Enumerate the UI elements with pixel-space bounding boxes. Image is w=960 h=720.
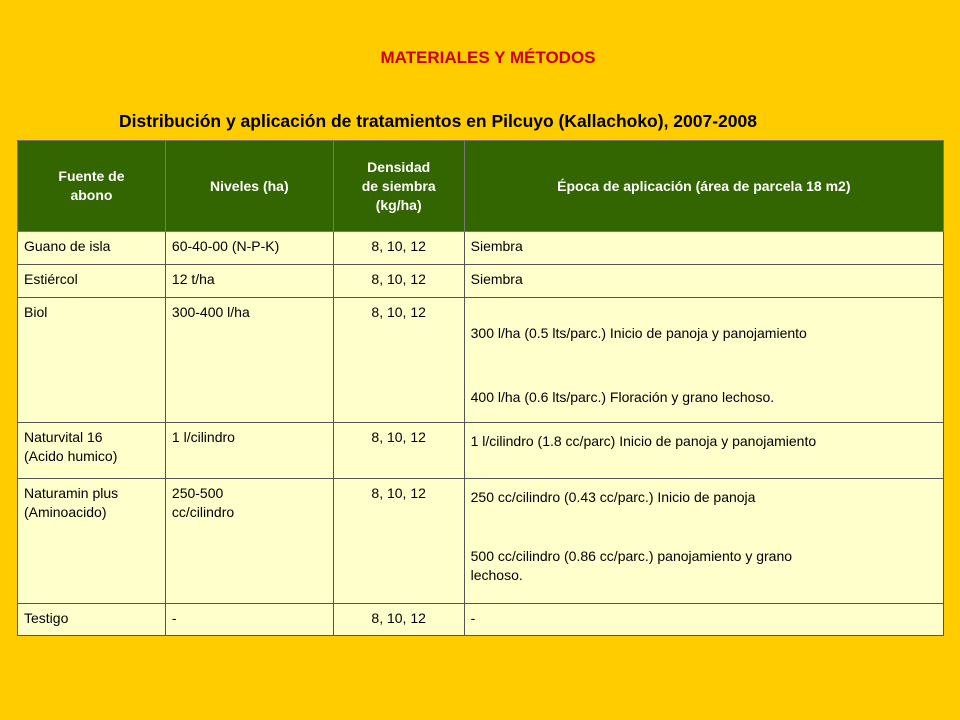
epoca-line: 400 l/ha (0.6 lts/parc.) Floración y grano lechoso. xyxy=(470,389,775,405)
cell-niveles: 60-40-00 (N-P-K) xyxy=(165,232,333,265)
cell-niveles: 12 t/ha xyxy=(165,265,333,298)
cell-densidad: 8, 10, 12 xyxy=(333,423,464,479)
epoca-line: 250 cc/cilindro (0.43 cc/parc.) Inicio de panoja xyxy=(470,489,756,505)
cell-niveles: 1 l/cilindro xyxy=(165,423,333,479)
cell-epoca: Siembra xyxy=(464,232,943,265)
table-row xyxy=(18,232,944,265)
cell-epoca: 1 l/cilindro (1.8 cc/parc) Inicio de panoja y panojamiento xyxy=(464,423,943,479)
table-row xyxy=(18,479,944,604)
epoca-line: 300 l/ha (0.5 lts/parc.) Inicio de panoja y panojamiento xyxy=(470,325,807,341)
table-row xyxy=(18,265,944,298)
cell-fuente: Testigo xyxy=(18,604,166,636)
epoca-line: lechoso. xyxy=(470,567,523,583)
header-epoca: Época de aplicación (área de parcela 18 m2) xyxy=(464,141,943,232)
cell-densidad: 8, 10, 12 xyxy=(333,232,464,265)
cell-fuente: Naturvital 16 (Acido humico) xyxy=(18,423,166,479)
table-header-row xyxy=(18,141,944,232)
cell-niveles: - xyxy=(165,604,333,636)
cell-epoca: Siembra xyxy=(464,265,943,298)
cell-fuente: Naturamin plus (Aminoacido) xyxy=(18,479,166,604)
epoca-line: 500 cc/cilindro (0.86 cc/parc.) panojamiento y grano xyxy=(470,548,793,564)
cell-fuente: Estiércol xyxy=(18,265,166,298)
header-niveles: Niveles (ha) xyxy=(165,141,333,232)
header-fuente: Fuente de abono xyxy=(18,141,166,232)
cell-fuente: Biol xyxy=(18,298,166,423)
table-row xyxy=(18,423,944,479)
table-row xyxy=(18,604,944,636)
cell-epoca xyxy=(464,298,943,423)
cell-niveles: 250-500 cc/cilindro xyxy=(165,479,333,604)
table-row xyxy=(18,298,944,423)
treatments-table xyxy=(17,140,944,636)
cell-epoca xyxy=(464,479,943,604)
cell-densidad: 8, 10, 12 xyxy=(333,604,464,636)
table-caption: Distribución y aplicación de tratamientos en Pilcuyo (Kallachoko), 2007-2008 xyxy=(119,111,757,131)
cell-epoca: - xyxy=(464,604,943,636)
cell-densidad: 8, 10, 12 xyxy=(333,265,464,298)
header-densidad: Densidad de siembra (kg/ha) xyxy=(333,141,464,232)
cell-densidad: 8, 10, 12 xyxy=(333,479,464,604)
cell-densidad: 8, 10, 12 xyxy=(333,298,464,423)
section-title: MATERIALES Y MÉTODOS xyxy=(380,48,596,67)
cell-fuente: Guano de isla xyxy=(18,232,166,265)
cell-niveles: 300-400 l/ha xyxy=(165,298,333,423)
